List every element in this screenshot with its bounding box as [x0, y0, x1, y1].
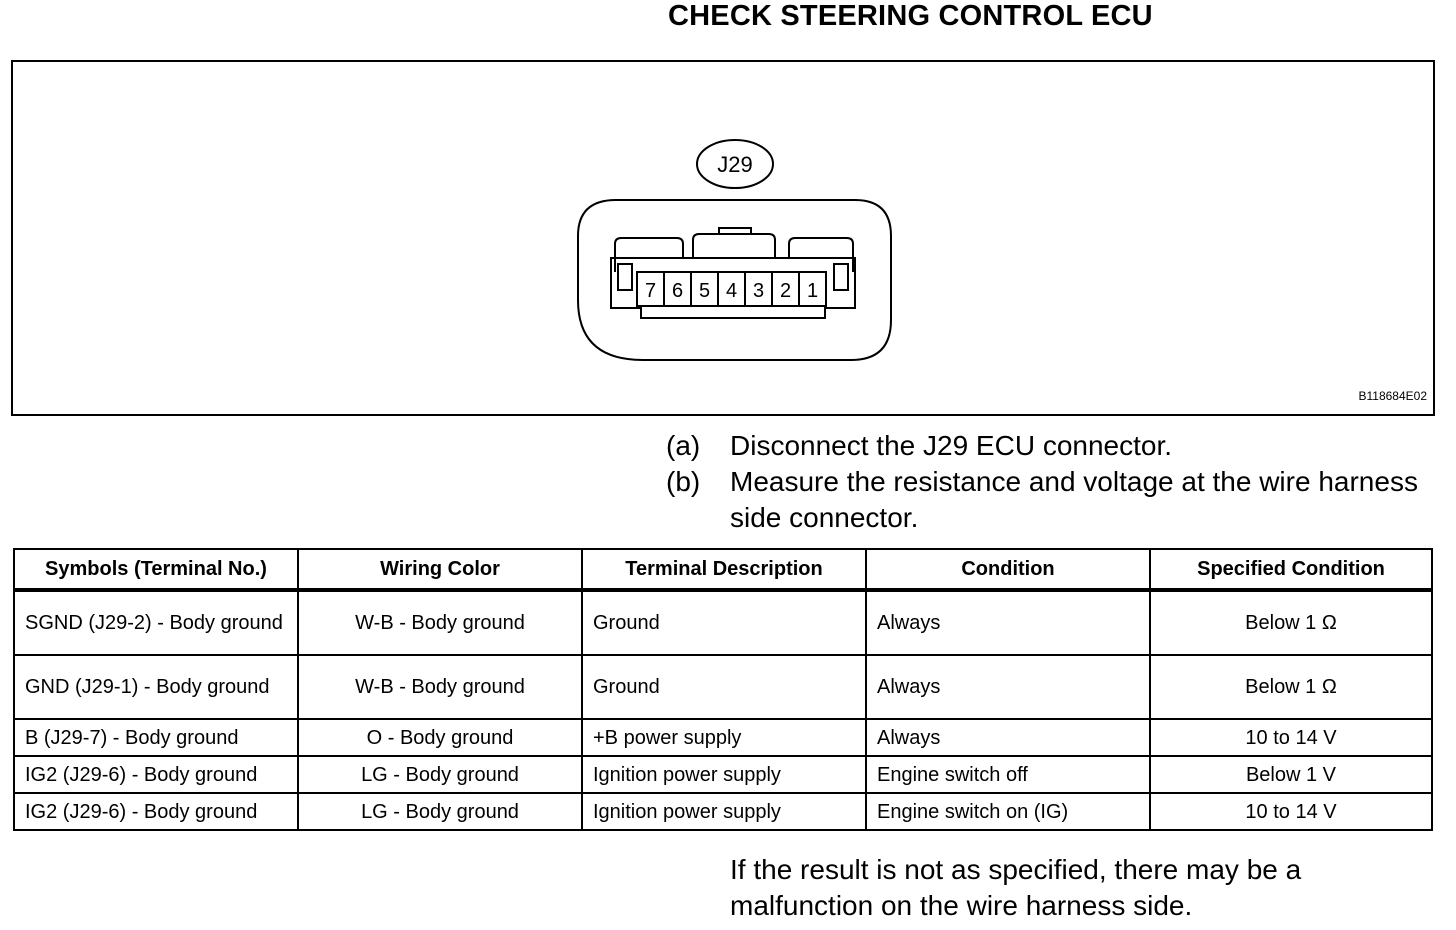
- step-text: Disconnect the J29 ECU connector.: [730, 430, 1173, 461]
- pin-carrier-side-left: [618, 264, 632, 290]
- connector-latch-left: [615, 238, 683, 272]
- connector-diagram: [13, 62, 1433, 414]
- cell-description: Ground: [582, 590, 866, 655]
- cell-symbol: B (J29-7) - Body ground: [14, 719, 298, 756]
- cell-specified: Below 1 Ω: [1150, 590, 1432, 655]
- header-condition: Condition: [866, 549, 1150, 590]
- page-title: CHECK STEERING CONTROL ECU: [668, 0, 1153, 32]
- cell-wiring: LG - Body ground: [298, 756, 582, 793]
- connector-latch-center: [693, 234, 775, 258]
- cell-description: Ignition power supply: [582, 793, 866, 830]
- cell-symbol: SGND (J29-2) - Body ground: [14, 590, 298, 655]
- step-label: (b): [666, 466, 701, 497]
- pin-number: 1: [806, 280, 819, 302]
- pin-number: 4: [725, 280, 738, 302]
- pin-number: 5: [698, 280, 711, 302]
- step-text: Measure the resistance and voltage at the wire harness side connector.: [730, 466, 1418, 533]
- cell-symbol: GND (J29-1) - Body ground: [14, 655, 298, 719]
- instruction-steps: [666, 428, 1426, 536]
- connector-key: [719, 228, 751, 234]
- table-row: [14, 590, 1432, 655]
- cell-condition: Always: [866, 655, 1150, 719]
- cell-wiring: W-B - Body ground: [298, 655, 582, 719]
- cell-specified: Below 1 V: [1150, 756, 1432, 793]
- cell-specified: 10 to 14 V: [1150, 719, 1432, 756]
- cell-specified: Below 1 Ω: [1150, 655, 1432, 719]
- result-note: If the result is not as specified, there may be a malfunction on the wire harness side.: [730, 854, 1302, 921]
- cell-condition: Always: [866, 590, 1150, 655]
- cell-description: +B power supply: [582, 719, 866, 756]
- cell-wiring: LG - Body ground: [298, 793, 582, 830]
- connector-label: J29: [717, 152, 753, 177]
- table-row: [14, 756, 1432, 793]
- pin-number: 6: [671, 280, 684, 302]
- pin-carrier-side-right: [834, 264, 848, 290]
- connector-latch-right: [789, 238, 853, 272]
- pin-number: 2: [779, 280, 792, 302]
- cell-condition: Engine switch on (IG): [866, 793, 1150, 830]
- table-row: [14, 655, 1432, 719]
- cell-condition: Always: [866, 719, 1150, 756]
- cell-wiring: O - Body ground: [298, 719, 582, 756]
- cell-wiring: W-B - Body ground: [298, 590, 582, 655]
- step-a: [666, 428, 1426, 464]
- table-row: [14, 719, 1432, 756]
- cell-symbol: IG2 (J29-6) - Body ground: [14, 793, 298, 830]
- connector-figure: [11, 60, 1435, 416]
- cell-description: Ground: [582, 655, 866, 719]
- header-terminal-description: Terminal Description: [582, 549, 866, 590]
- cell-description: Ignition power supply: [582, 756, 866, 793]
- header-wiring-color: Wiring Color: [298, 549, 582, 590]
- pin-number: 7: [644, 280, 657, 302]
- pin-number: 3: [752, 280, 765, 302]
- table-row: [14, 793, 1432, 830]
- table-header-row: [14, 549, 1432, 590]
- header-symbols: Symbols (Terminal No.): [14, 549, 298, 590]
- step-b: [666, 464, 1426, 536]
- cell-specified: 10 to 14 V: [1150, 793, 1432, 830]
- specification-table: [13, 548, 1433, 831]
- header-specified-condition: Specified Condition: [1150, 549, 1432, 590]
- figure-code: B118684E02: [1358, 389, 1427, 403]
- cell-symbol: IG2 (J29-6) - Body ground: [14, 756, 298, 793]
- pin-row: [637, 272, 826, 306]
- cell-condition: Engine switch off: [866, 756, 1150, 793]
- step-label: (a): [666, 430, 701, 461]
